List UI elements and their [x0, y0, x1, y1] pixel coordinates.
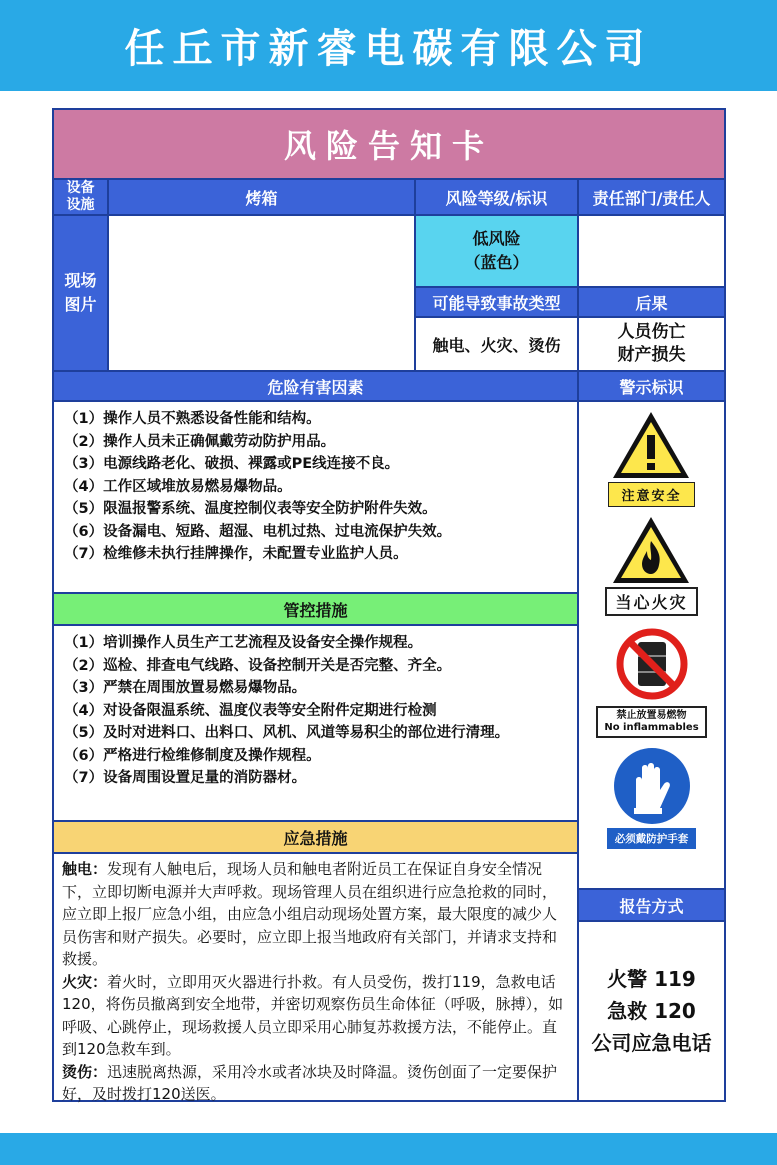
risk-level-color: （蓝色） [464, 253, 529, 272]
emergency-fire [62, 971, 569, 1061]
sign-gloves [607, 746, 697, 849]
equipment-label: 设备设施 [54, 180, 109, 216]
hazard-item: （2）操作人员未正确佩戴劳动防护用品。 [64, 433, 336, 450]
hazard-item: （6）设备漏电、短路、超湿、电机过热、过电流保护失效。 [64, 523, 452, 540]
warning-triangle-icon [611, 410, 691, 480]
footer-bar [0, 1133, 777, 1165]
sign-caution [608, 410, 694, 507]
sign-gloves-label: 必须戴防护手套 [607, 828, 697, 849]
control-item: （3）严禁在周围放置易燃易爆物品。 [64, 680, 307, 696]
risk-level-value: 低风险 [472, 229, 521, 248]
card-title: 风险告知卡 [283, 127, 494, 165]
risk-card [52, 108, 726, 1102]
report-header: 报告方式 [579, 888, 724, 922]
consequence-cell [579, 318, 724, 372]
sign-fire [605, 515, 697, 616]
sign-no-flammables [596, 624, 706, 738]
control-list [54, 626, 579, 822]
emergency-fire-label: 火灾： [62, 972, 108, 991]
consequence-header: 后果 [579, 288, 724, 318]
emergency-text [54, 854, 579, 1103]
sign-caution-label: 注意安全 [608, 482, 694, 507]
warning-header: 警示标识 [579, 372, 724, 402]
emergency-header: 应急措施 [54, 822, 579, 854]
gloves-icon [612, 746, 692, 826]
sign-no-flammables-en: No inflammables [604, 722, 699, 733]
header-bar [0, 0, 777, 91]
warning-signs [579, 402, 724, 894]
hazard-item: （5）限温报警系统、温度控制仪表等安全防护附件失效。 [64, 501, 437, 517]
site-photo-area [109, 216, 416, 372]
control-header: 管控措施 [54, 594, 579, 626]
accident-type-value: 触电、火灾、烫伤 [416, 318, 579, 372]
control-item: （5）及时对进料口、出料口、风机、风道等易积尘的部位进行清理。 [64, 725, 510, 741]
control-item: （1）培训操作人员生产工艺流程及设备安全操作规程。 [64, 635, 423, 651]
hazard-item: （3）电源线路老化、破损、裸露或PE线连接不良。 [64, 456, 400, 472]
report-ambulance: 急救 120 [607, 999, 696, 1023]
dept-header: 责任部门/责任人 [579, 180, 724, 216]
fire-warning-icon [611, 515, 691, 585]
consequence-line-1: 人员伤亡 [617, 322, 686, 342]
risk-level-cell [416, 216, 579, 288]
emergency-electric-text: 发现有人触电后，现场人员和触电者附近员工在保证自身安全情况下，立即切断电源并大声呼救。现场管理人员在组织进行应急抢救的同时，应立即上报厂应急小组，由应急小组启动现场处置方案，最大限度的减少人员伤害和财产损失。必要时，应立即上报当地政府有关部门，并请求支持和救援。 [62, 860, 558, 968]
control-item: （4）对设备限温系统、温度仪表等安全附件定期进行检测 [64, 702, 437, 719]
emergency-burn-label: 烫伤： [62, 1062, 108, 1081]
emergency-fire-text: 着火时，立即用灭火器进行扑救。有人员受伤，拨打119，急救电话120，将伤员撤离到安全地带，并密切观察伤员生命体征（呼吸，脉搏），如呼吸、心跳停止，现场救援人员立即采用心肺复苏救援方法，不能停止。直到120急救车到。 [62, 972, 564, 1058]
company-name: 任丘市新睿电碳有限公司 [124, 26, 653, 72]
sign-no-flammables-cn: 禁止放置易燃物 [616, 710, 687, 721]
dept-value [579, 216, 724, 288]
hazards-list [54, 402, 579, 594]
control-item: （7）设备周围设置足量的消防器材。 [64, 770, 307, 786]
equipment-name: 烤箱 [109, 180, 416, 216]
sign-fire-label: 当心火灾 [605, 587, 697, 616]
emergency-burn-text: 迅速脱离热源，采用冷水或者冰块及时降温。烫伤创面了一定要保护好，及时拨打120送医。 [62, 1062, 558, 1103]
risk-level-header: 风险等级/标识 [416, 180, 579, 216]
emergency-electric-label: 触电： [62, 860, 108, 878]
report-fire: 火警 119 [607, 967, 696, 991]
emergency-burn [62, 1061, 569, 1106]
report-methods [579, 922, 724, 1100]
report-company: 公司应急电话 [591, 1031, 712, 1055]
hazard-item: （4）工作区域堆放易燃易爆物品。 [64, 478, 292, 495]
consequence-line-2: 财产损失 [617, 345, 686, 365]
hazards-header: 危险有害因素 [54, 372, 579, 402]
hazard-item: （7）检维修未执行挂牌操作，未配置专业监护人员。 [64, 546, 408, 562]
no-flammables-icon [609, 624, 695, 704]
site-photo-label: 现场图片 [54, 216, 109, 372]
accident-type-header: 可能导致事故类型 [416, 288, 579, 318]
hazard-item: （1）操作人员不熟悉设备性能和结构。 [64, 411, 321, 427]
control-item: （6）严格进行检维修制度及操作规程。 [64, 747, 321, 764]
sign-no-flammables-label [596, 706, 706, 738]
control-item: （2）巡检、排查电气线路、设备控制开关是否完整、齐全。 [64, 657, 452, 674]
emergency-electric [62, 858, 569, 971]
card-title-bar [54, 110, 724, 180]
